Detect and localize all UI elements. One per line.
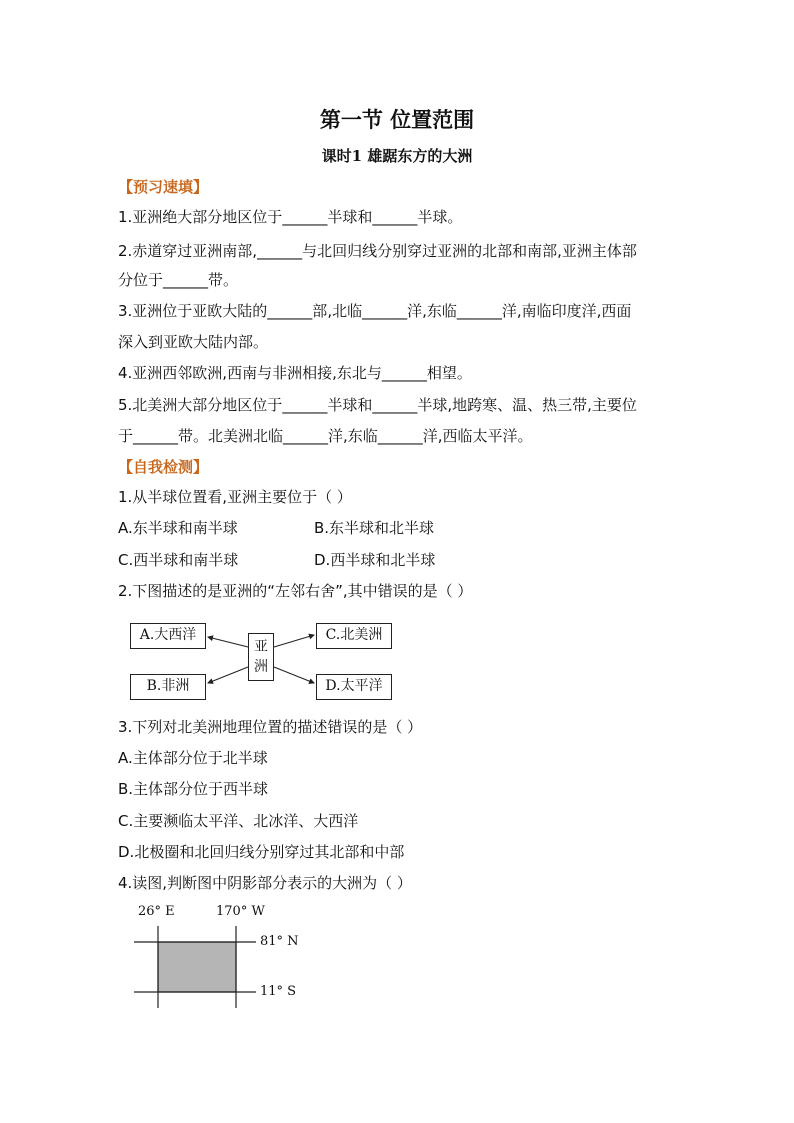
arrow-to-atlantic [208, 637, 248, 647]
lesson-subtitle: 课时1 雄踞东方的大洲 [321, 147, 473, 165]
question-3-option-b: B.主体部分位于西半球 [118, 780, 269, 798]
label-lat-bottom: 11° S [260, 984, 297, 999]
diagram-box-b: B.非洲 [130, 674, 206, 700]
lat-lon-grid-diagram [122, 900, 312, 1012]
diagram-box-a: A.大西洋 [130, 623, 206, 649]
arrow-to-africa [208, 667, 248, 683]
neighbors-diagram [122, 613, 398, 705]
label-lon-left: 26° E [138, 904, 175, 919]
question-3-option-c: C.主要濒临太平洋、北冰洋、大西洋 [118, 812, 359, 830]
question-1-option-b: B.东半球和北半球 [314, 519, 435, 537]
label-lat-top: 81° N [260, 934, 299, 949]
question-3-option-d: D.北极圈和北回归线分别穿过其北部和中部 [118, 843, 405, 861]
arrow-to-north-america [274, 635, 314, 647]
question-1-option-a: A.东半球和南半球 [118, 519, 238, 537]
arrow-to-pacific [274, 667, 314, 683]
preview-line: 5.北美洲大部分地区位于______半球和______半球,地跨寒、温、热三带,主要位 [118, 396, 637, 414]
section-heading-preview: 【预习速填】 [118, 178, 209, 196]
question-3-stem: 3.下列对北美洲地理位置的描述错误的是（ ） [118, 718, 423, 736]
question-1-option-c: C.西半球和南半球 [118, 551, 239, 569]
page-title: 第一节 位置范围 [319, 108, 475, 132]
question-4-stem: 4.读图,判断图中阴影部分表示的大洲为（ ） [118, 874, 412, 892]
question-3-option-a: A.主体部分位于北半球 [118, 749, 268, 767]
diagram-box-d: D.太平洋 [316, 674, 392, 700]
preview-line: 3.亚洲位于亚欧大陆的______部,北临______洋,东临______洋,南临印度洋,西面 [118, 302, 632, 320]
preview-line: 2.赤道穿过亚洲南部,______与北回归线分别穿过亚洲的北部和南部,亚洲主体部 [118, 242, 637, 260]
diagram-center-asia: 亚洲 [248, 633, 274, 681]
preview-line: 于______带。北美洲北临______洋,东临______洋,西临太平洋。 [118, 427, 533, 445]
question-2-stem: 2.下图描述的是亚洲的“左邻右舍”,其中错误的是（ ） [118, 582, 473, 600]
section-heading-selftest: 【自我检测】 [118, 458, 209, 476]
question-1-option-d: D.西半球和北半球 [314, 551, 436, 569]
preview-line: 4.亚洲西邻欧洲,西南与非洲相接,东北与______相望。 [118, 364, 472, 382]
label-lon-right: 170° W [216, 904, 265, 919]
preview-line: 深入到亚欧大陆内部。 [118, 333, 269, 351]
preview-line: 分位于______带。 [118, 271, 239, 289]
question-1-stem: 1.从半球位置看,亚洲主要位于（ ） [118, 488, 352, 506]
diagram-box-c: C.北美洲 [316, 623, 392, 649]
preview-line: 1.亚洲绝大部分地区位于______半球和______半球。 [118, 208, 463, 226]
shaded-region [158, 942, 236, 992]
